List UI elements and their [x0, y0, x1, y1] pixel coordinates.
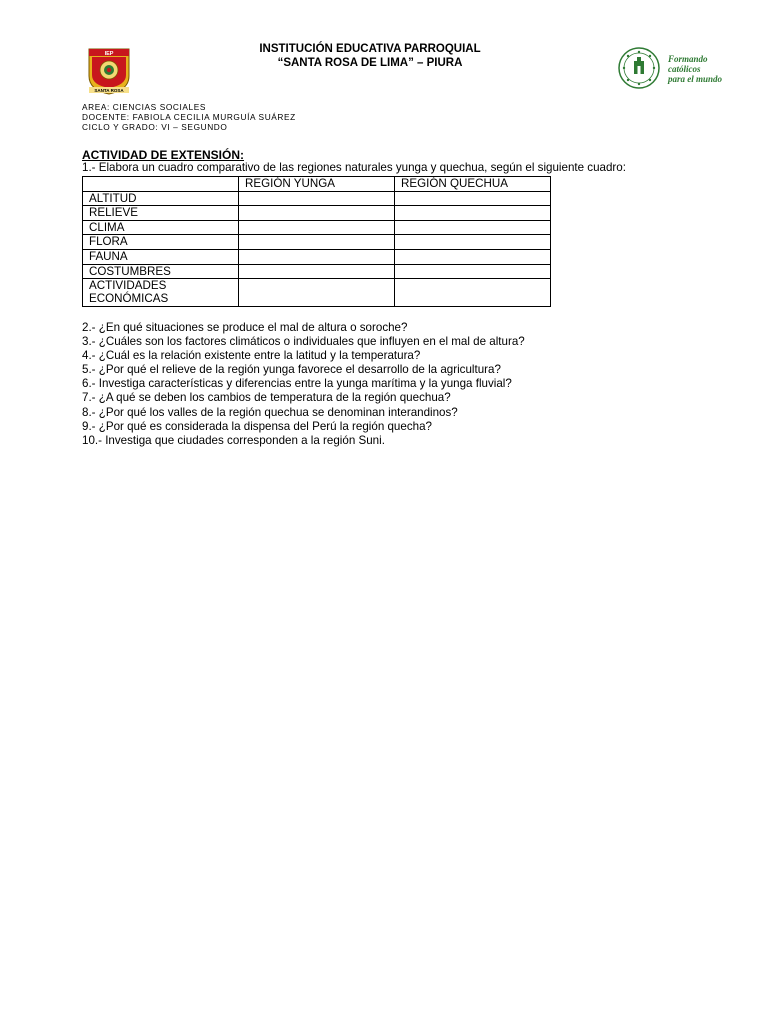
- row-label-line-2: ECONÓMICAS: [89, 292, 169, 306]
- row-label-line-1: ACTIVIDADES: [89, 279, 167, 293]
- answer-cell: [395, 264, 551, 279]
- teacher-label: DOCENTE: FABIOLA CECILIA MURGUÍA SUÁREZ: [82, 112, 296, 122]
- question-item: 2.- ¿En qué situaciones se produce el mal de altura o soroche?: [82, 321, 408, 334]
- question-item: 4.- ¿Cuál es la relación existente entre la latitud y la temperatura?: [82, 349, 421, 363]
- area-label: AREA: CIENCIAS SOCIALES: [82, 102, 206, 112]
- row-label-cell: ALTITUD: [83, 191, 239, 206]
- institution-subtitle: “SANTA ROSA DE LIMA” – PIURA: [277, 57, 463, 69]
- institution-title: [200, 42, 540, 70]
- question-item: 3.- ¿Cuáles son los factores climáticos o individuales que influyen en el mal de altura?: [82, 335, 525, 349]
- table-row: [83, 235, 551, 250]
- table-row: [83, 206, 551, 221]
- table-row: [83, 191, 551, 206]
- row-label-cell: CLIMA: [83, 220, 239, 235]
- answer-cell: [239, 264, 395, 279]
- answer-cell: [395, 191, 551, 206]
- table-row: [83, 279, 551, 307]
- table-header-row: [83, 177, 551, 192]
- answer-cell: [239, 235, 395, 250]
- question-item: 5.- ¿Por qué el relieve de la región yunga favorece el desarrollo de la agricultura?: [82, 363, 501, 377]
- table-header-cell: REGIÓN YUNGA: [239, 177, 395, 192]
- school-motto: [668, 54, 722, 84]
- table-row: [83, 220, 551, 235]
- answer-cell: [395, 206, 551, 221]
- row-label-cell: FAUNA: [83, 249, 239, 264]
- question-list: [82, 321, 525, 448]
- answer-cell: [395, 220, 551, 235]
- question-item: 7.- ¿A qué se deben los cambios de temperatura de la región quechua?: [82, 391, 451, 405]
- comparison-table: [82, 176, 551, 307]
- question-item: 10.- Investiga que ciudades corresponden a la región Suni.: [82, 433, 385, 447]
- parish-seal-icon: [616, 46, 662, 90]
- table-header-cell: [83, 177, 239, 192]
- table-row: [83, 264, 551, 279]
- answer-cell: [239, 191, 395, 206]
- school-crest-icon: [86, 46, 132, 96]
- answer-cell: [395, 279, 551, 307]
- motto-line-3: para el mundo: [668, 74, 723, 84]
- activity-instruction: 1.- Elabora un cuadro comparativo de las regiones naturales yunga y quechua, según el siguiente cuadro:: [82, 161, 626, 174]
- activity-title: ACTIVIDAD DE EXTENSIÓN:: [82, 148, 245, 162]
- answer-cell: [395, 235, 551, 250]
- crest-top-text: IEP: [104, 51, 114, 57]
- row-label-cell: RELIEVE: [83, 206, 239, 221]
- answer-cell: [239, 279, 395, 307]
- question-item: 6.- Investiga características y diferencias entre la yunga marítima y la yunga fluvial?: [82, 377, 512, 391]
- crest-bottom-text: SANTA ROSA: [94, 88, 124, 93]
- answer-cell: [239, 206, 395, 221]
- question-item: 9.- ¿Por qué es considerada la dispensa del Perú la región quecha?: [82, 419, 432, 433]
- grade-label: CICLO Y GRADO: VI – SEGUNDO: [82, 122, 228, 132]
- answer-cell: [395, 249, 551, 264]
- answer-cell: [239, 220, 395, 235]
- motto-line-2: católicos: [668, 64, 701, 74]
- table-header-cell: REGIÓN QUECHUA: [395, 177, 551, 192]
- answer-cell: [239, 249, 395, 264]
- course-info: [82, 102, 296, 132]
- motto-line-1: Formando: [668, 54, 708, 64]
- row-label-cell: FLORA: [83, 235, 239, 250]
- question-item: 8.- ¿Por qué los valles de la región quechua se denominan interandinos?: [82, 405, 458, 419]
- row-label-cell: [83, 279, 239, 307]
- table-row: [83, 249, 551, 264]
- institution-name: INSTITUCIÓN EDUCATIVA PARROQUIAL: [259, 43, 481, 55]
- row-label-cell: COSTUMBRES: [83, 264, 239, 279]
